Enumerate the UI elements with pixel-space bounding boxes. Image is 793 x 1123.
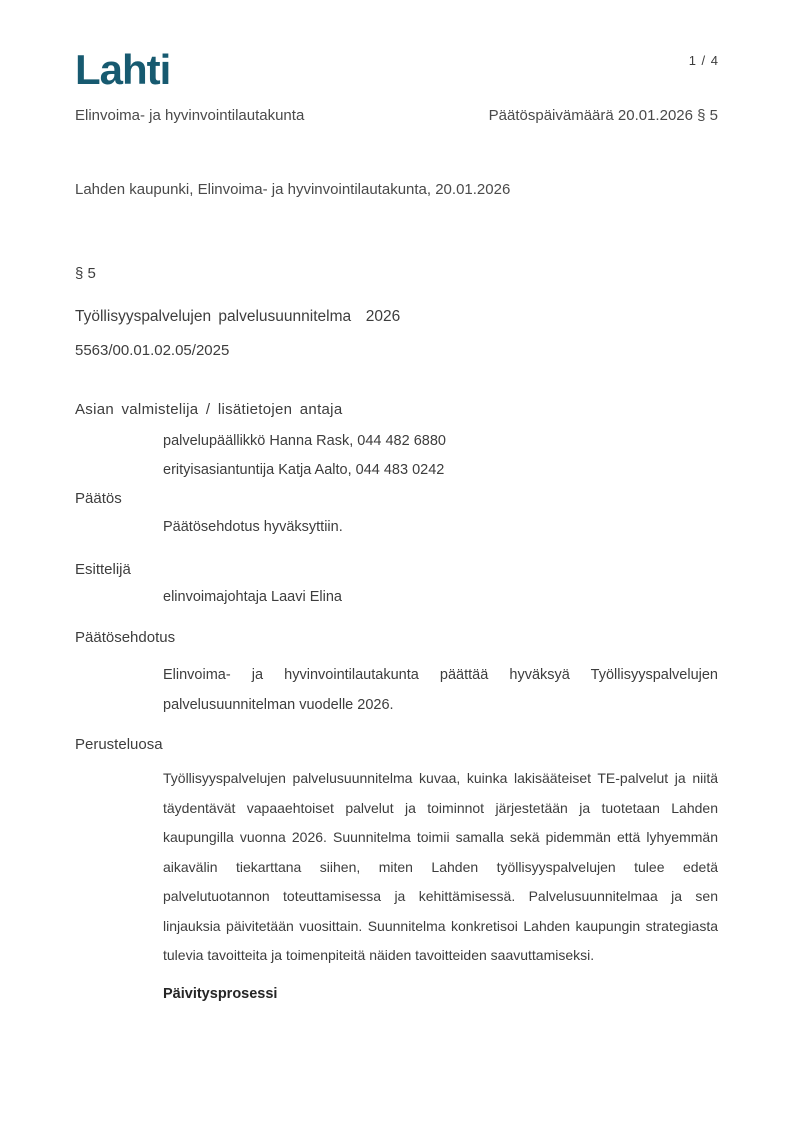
rationale-paragraph: Työllisyyspalvelujen palvelusuunnitelma kuvaa, kuinka lakisääteiset TE-palvelut ja niitä täydentävät vapaaehtoiset palvelut ja toiminnot järjestetään ja tuotetaan Lahden kaupungilla vuonna 2026. Suunnitelma toimii samalla sekä pidemmän että lyhyemmän aikavälin tiekarttana siihen, miten Lahden työllisyyspalvelujen tulee edetä palvelutuotannon toteuttamisessa ja kehittämisessä. Palvelusuunnitelmaa ja sen linjauksia päivitetään vuosittain. Suunnitelma konkretisoi Lahden kaupungin strategiasta tulevia tavoitteita ja toimenpiteitä näiden tavoitteiden saavuttamiseksi. [163,770,718,963]
rationale-subheading: Päivitysprosessi [163,985,278,1002]
case-number: 5563/00.01.02.05/2025 [75,342,230,359]
document-source-line: Lahden kaupunki, Elinvoima- ja hyvinvointilautakunta, 20.01.2026 [75,181,511,198]
section-preparer [75,401,718,485]
board-name: Elinvoima- ja hyvinvointilautakunta [75,107,305,124]
section-rationale [75,736,718,1003]
decision-date: Päätöspäivämäärä 20.01.2026 § 5 [488,107,718,124]
section-proposal [75,629,718,720]
preparer-contact: erityisasiantuntija Katja Aalto, 044 483 0242 [163,462,445,478]
proposal-body: Elinvoima- ja hyvinvointilautakunta päättää hyväksyä Työllisyyspalvelujen palvelusuunnitelman vuodelle 2026. [163,667,718,713]
document-meta-row [75,107,718,124]
lahti-logo: Lahti [75,46,171,93]
preparer-contact: palvelupäällikkö Hanna Rask, 044 482 6880 [163,433,446,449]
presenter-body: elinvoimajohtaja Laavi Elina [163,589,342,605]
document-title: Työllisyyspalvelujen palvelusuunnitelma 2026 [75,308,401,325]
section-presenter [75,561,718,606]
decision-body: Päätösehdotus hyväksyttiin. [163,519,343,535]
page-number: 1 / 4 [688,53,718,68]
presenter-heading: Esittelijä [75,561,131,578]
page-header [75,45,718,95]
preparer-heading: Asian valmistelija / lisätietojen antaja [75,401,343,418]
decision-heading: Päätös [75,490,122,507]
rationale-heading: Perusteluosa [75,736,163,753]
section-decision [75,490,718,536]
section-mark: § 5 [75,265,96,282]
proposal-heading: Päätösehdotus [75,629,176,646]
